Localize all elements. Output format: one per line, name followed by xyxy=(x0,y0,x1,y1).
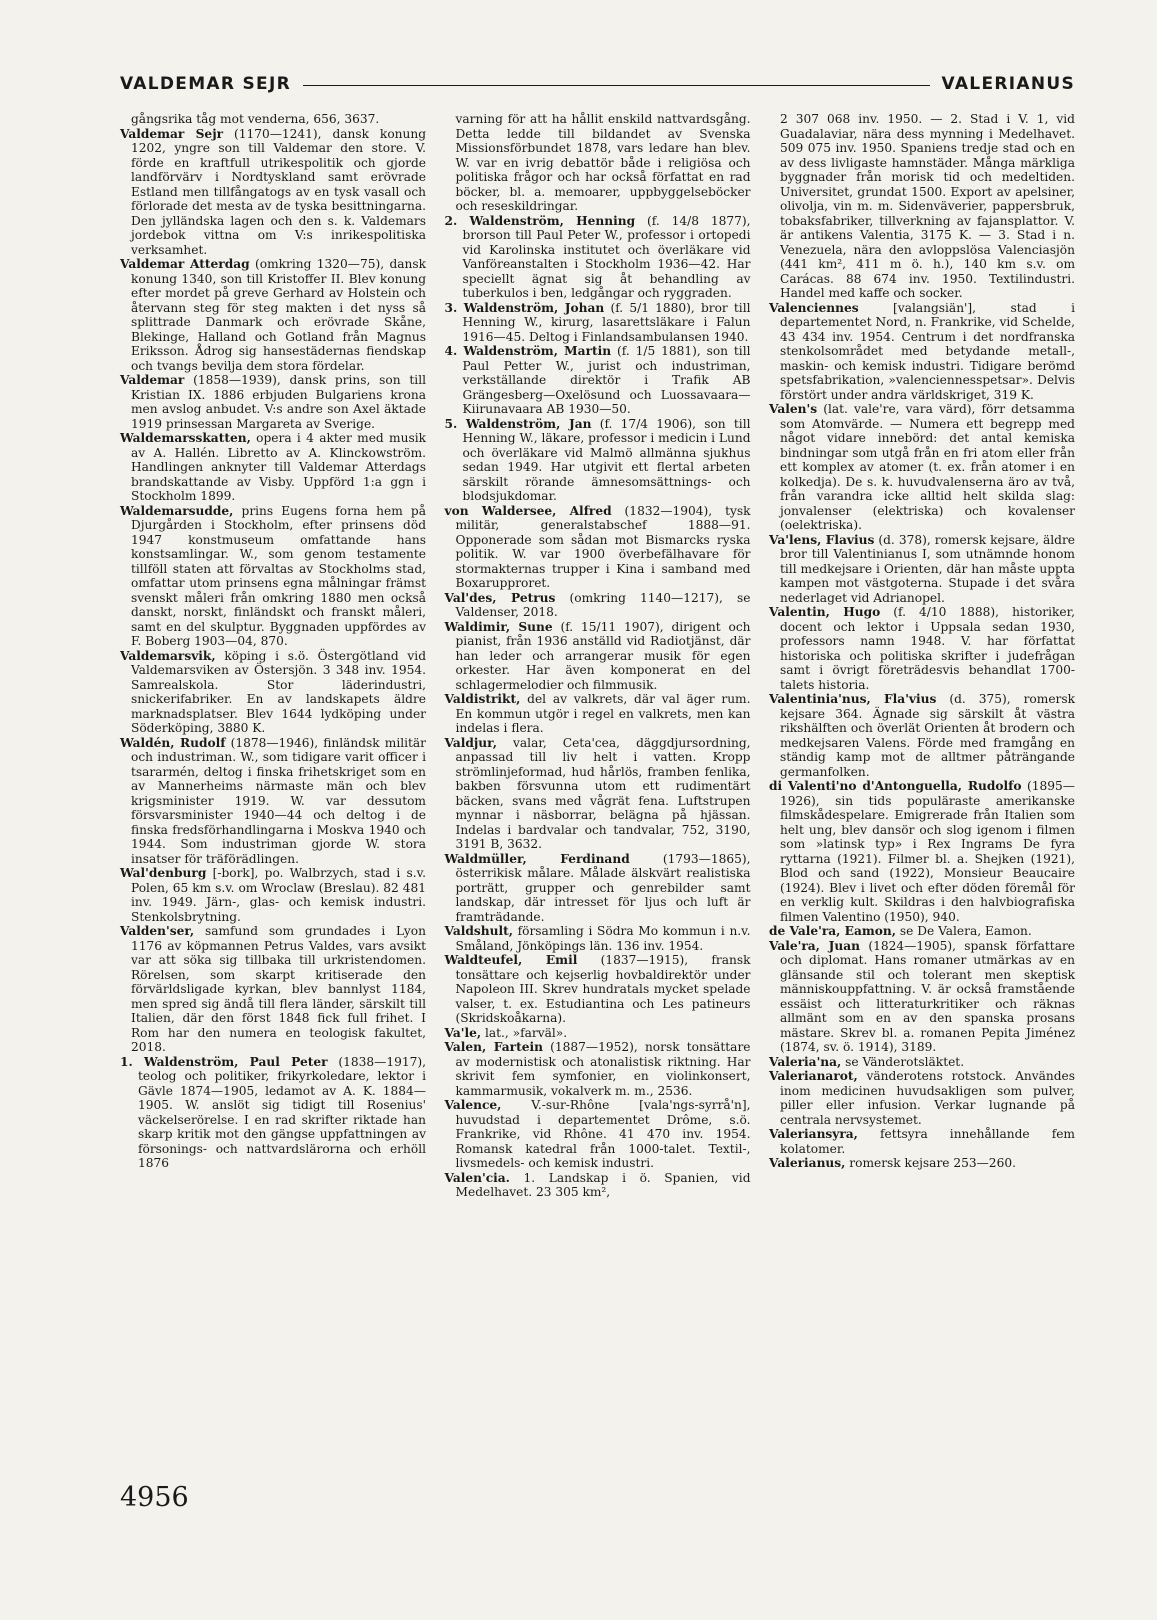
entry-headword: 2. Waldenström, Henning xyxy=(444,213,636,228)
entry-text: romersk kejsare 253—260. xyxy=(845,1156,1016,1170)
entry-headword: 3. Waldenström, Johan xyxy=(444,300,605,315)
entry-headword: Valen's xyxy=(769,402,818,416)
entry-text: fettsyra innehållande fem kolatomer. xyxy=(780,1127,1075,1156)
entry-headword: Va'le, xyxy=(444,1025,482,1040)
column-3 xyxy=(769,112,1075,1200)
entry-headword: Valerianarot, xyxy=(769,1069,858,1083)
entry-text: (f. 17/4 1906), son till Henning W., läkare, professor i medicin i Lund och överläkare vid Malmö allmänna sjukhus sedan 1949. Har utgivit ett flertal arbeten särskilt rörande ämnesomsättnings- och blodsjukdomar. xyxy=(462,416,751,503)
entry-text: församling i Södra Mo kommun i n.v. Småland, Jönköpings län. 136 inv. 1954. xyxy=(455,924,751,953)
entry xyxy=(769,1055,1075,1070)
entry-text: V.-sur-Rhône [vala'ngs-syrrå'n], huvudstad i departementet Drôme, s.ö. Frankrike, vid Rhône. 41 470 inv. 1954. Romansk katedral från 1000-talet. Textil-, livsmedels- och kemisk industri. xyxy=(455,1098,751,1170)
entry-headword: Valen'cia. xyxy=(444,1170,510,1185)
entry-text: (f. 4/10 1888), historiker, docent och lektor i Uppsala sedan 1930, professors namn 1948. V. har författat historiska och politiska skrifter i judefrågan samt i övrigt företrädesvis behandlat 1700-talets historia. xyxy=(780,605,1075,692)
entry xyxy=(769,402,1075,533)
dictionary-columns xyxy=(120,112,1075,1200)
entry-text: [-bork], po. Walbrzych, stad i s.v. Polen, 65 km s.v. om Wroclaw (Breslau). 82 481 inv. 1949. Järn-, glas- och kemisk industri. Stenkolsbrytning. xyxy=(131,866,426,924)
entry-headword: von Waldersee, Alfred xyxy=(444,503,612,518)
entry-headword: Wal'denburg xyxy=(120,866,207,880)
entry-headword: 1. Waldenström, Paul Peter xyxy=(120,1054,328,1069)
header-left: VALDEMAR SEJR xyxy=(120,74,291,94)
entry-headword: Valdshult, xyxy=(444,924,513,938)
entry-text: (omkring 1140—1217), se Valdenser, 2018. xyxy=(455,590,751,619)
entry-text: varning för att ha hållit enskild nattvardsgång. Detta ledde till bildandet av Svenska Missionsförbundet 1878, vars ledare han blev. W. var en ivrig debattör både i religiösa och politiska frågor och har också författat en rad böcker, bl. a. memoarer, uppbyggelseböcker och reseskildringar. xyxy=(455,112,751,213)
entry-headword: Valen, Fartein xyxy=(444,1040,543,1054)
entry xyxy=(445,417,751,504)
entry-headword: Waldteufel, Emil xyxy=(444,953,578,967)
header-rule xyxy=(303,85,930,86)
entry xyxy=(445,692,751,736)
entry-text: 1. Landskap i ö. Spanien, vid Medelhavet. 23 305 km², xyxy=(455,1170,751,1199)
entry xyxy=(769,605,1075,692)
entry xyxy=(769,1069,1075,1127)
entry-text: (1837—1915), fransk tonsättare och kejserlig hovbaldirektör under Napoleon III. Skrev hundratals mycket spelade valser, t. ex. Estudiantina och Les patineurs (Skridskoåkarna). xyxy=(455,953,751,1025)
entry xyxy=(120,127,426,258)
entry-text: (d. 378), romersk kejsare, äldre bror till Valentinianus I, som utnämnde honom till medkejsare i Orienten, där han måste uppta kampen mot västgoterna. Stupade i det svåra nederlaget vid Adrianopel. xyxy=(780,532,1075,605)
entry-headword: Valdemar xyxy=(120,373,185,387)
entry-headword: 4. Waldenström, Martin xyxy=(444,344,612,358)
entry xyxy=(120,373,426,431)
page-number: 4956 xyxy=(120,1482,189,1513)
entry xyxy=(769,1127,1075,1156)
entry xyxy=(445,301,751,345)
entry xyxy=(445,852,751,925)
entry xyxy=(769,301,1075,403)
entry xyxy=(769,1156,1075,1171)
entry-headword: Waldén, Rudolf xyxy=(120,735,226,750)
entry-text: (1895—1926), sin tids populäraste amerikanske filmskådespelare. Emigrerade från Italien som helt ung, blev dansör och slog igenom i filmen som »latinsk typ» i Rex Ingrams De fyra ryttarna (1921). Filmer bl. a. Shejken (1921), Blod och sand (1922), Monsieur Beaucaire (1924). Blev i livet och efter döden föremål för en verklig kult. Skildras i den halvbiografiska filmen Valentino (1950), 940. xyxy=(780,779,1075,924)
entry-headword: Valdemar Sejr xyxy=(120,126,224,141)
entry-headword: Valdemarsvik, xyxy=(120,648,216,663)
entry-text: lat., »farväl». xyxy=(481,1025,568,1040)
entry xyxy=(769,939,1075,1055)
entry xyxy=(445,1026,751,1041)
entry xyxy=(445,1171,751,1200)
entry xyxy=(120,431,426,504)
entry-text: (f. 1/5 1881), son till Paul Petter W., jurist och industriman, verkställande direktör i Trafik AB Grängesberg—Oxelösund och Luossavaara—Kiirunavaara AB 1930—50. xyxy=(462,344,751,416)
entry xyxy=(445,1098,751,1171)
entry xyxy=(445,344,751,417)
entry-text: (1858—1939), dansk prins, son till Kristian IX. 1886 erbjuden Bulgariens krona men avslog anbudet. V:s andre son Axel äktade 1919 prinsessan Margareta av Sverige. xyxy=(131,373,426,431)
entry-headword: Valeria'na, xyxy=(769,1054,842,1069)
entry xyxy=(445,953,751,1026)
entry-text: köping i s.ö. Östergötland vid Valdemarsviken av Östersjön. 3 348 inv. 1954. Samrealskola. Stor läderindustri, snickerifabriker. En av landskapets äldre marknadsplatser. Blev 1644 lydköping under Söderköping, 3880 K. xyxy=(131,648,426,735)
entry xyxy=(445,214,751,301)
entry-text: (lat. vale're, vara värd), förr detsamma som Atomvärde. — Numera ett begrepp med något vidare innebörd: det antal kemiska bindningar som utgå från en fri atom eller från ett komplex av atomer (t. ex. från atomer i en kolkedja). De s. k. huvudvalenserna äro av två, från varandra icke alltid helt skilda slag: jonvalenser (elektriska) och kovalenser (oelektriska). xyxy=(780,402,1075,532)
entry-text: prins Eugens forna hem på Djurgården i Stockholm, efter prinsens död 1947 konstmuseum omfattande hans konstsamlingar. W., som genom testamente tillföll staten att förvaltas av Stockholms stad, omfattar utom prinsens egna målningar främst svenskt måleri från omkring 1880 men också danskt, norskt, finländskt och franskt måleri, samt en del skulptur. Byggnaden uppfördes av F. Boberg 1903—04, 870. xyxy=(131,503,426,648)
entry xyxy=(445,1040,751,1098)
entry-headword: 5. Waldenström, Jan xyxy=(444,416,592,431)
column-1 xyxy=(120,112,426,1200)
entry-text: vänderotens rotstock. Användes inom medicinen huvudsakligen som pulver, piller eller infusion. Verkar lugnande på centrala nervsystemet. xyxy=(780,1069,1075,1127)
column-2 xyxy=(445,112,751,1200)
header-right: VALERIANUS xyxy=(941,74,1075,94)
entry-text: (omkring 1320—75), dansk konung 1340, son till Kristoffer II. Blev konung efter mordet på greve Gerhard av Holstein och återvann steg för steg makten i det nyss så splittrade Danmark och erövrade Skåne, Blekinge, Halland och Gotland från Magnus Eriksson. Ådrog sig hansestädernas fiendskap och tvangs bevilja dem stora fördelar. xyxy=(131,257,426,373)
entry-headword: Waldemarsskatten, xyxy=(120,431,251,445)
entry-text: [valangsiän'], stad i departementet Nord, n. Frankrike, vid Schelde, 43 434 inv. 1954. Centrum i det nordfranska stenkolsområdet med betydande metall-, maskin- och kemisk industri. Tidigare berömd spetsfabrikation, »valenciennesspetsar». Delvis förstört under andra världskriget, 319 K. xyxy=(780,300,1075,402)
entry-headword: di Valenti'no d'Antonguella, Rudolfo xyxy=(769,779,1022,793)
entry-headword: de Vale'ra, Eamon, xyxy=(769,924,896,938)
entry-text: se Vänderotsläktet. xyxy=(841,1054,965,1069)
entry-headword: Valentin, Hugo xyxy=(769,605,881,619)
entry xyxy=(769,924,1075,939)
entry-headword: Valden'ser, xyxy=(120,924,195,938)
entry xyxy=(120,649,426,736)
entry-headword: Valeriansyra, xyxy=(769,1127,858,1141)
running-header xyxy=(120,74,1075,94)
entry-text: se De Valera, Eamon. xyxy=(896,924,1032,938)
entry-text: (1832—1904), tysk militär, generalstabschef 1888—91. Opponerade som sådan mot Bismarcks ryska politik. W. var 1900 överbefälhavare för stormakternas trupper i Kina i samband med Boxarupproret. xyxy=(455,503,751,590)
entry-text: (d. 375), romersk kejsare 364. Ägnade sig särskilt åt västra rikshälften och överlät Orienten åt brodern och medkejsaren Valens. Förde med framgång en ständig kamp mot de alltmer påträngande germanfolken. xyxy=(780,692,1075,779)
entry xyxy=(769,533,1075,606)
entry-text: opera i 4 akter med musik av A. Hallén. Libretto av A. Klinckowström. Handlingen anknyter till Valdemar Atterdags brandskattande av Visby. Uppförd 1:a ggn i Stockholm 1899. xyxy=(131,431,426,503)
entry xyxy=(445,736,751,852)
entry xyxy=(445,924,751,953)
entry-headword: Valdistrikt, xyxy=(444,692,521,706)
entry-headword: Val'des, Petrus xyxy=(444,590,556,605)
entry xyxy=(445,504,751,591)
entry xyxy=(120,1055,426,1171)
entry-headword: Va'lens, Flavius xyxy=(769,532,875,547)
entry-headword: Waldimir, Sune xyxy=(444,619,553,634)
entry-text: (1170—1241), dansk konung 1202, yngre son till Valdemar den store. V. förde en kraftfull utrikespolitik och gjorde landförvärv i Nordtyskland samt erövrade Estland men tillfångatogs av en tysk vasall och förlorade det mesta av de tyska besittningarna. Den jylländska lagen och den s. k. Valdemars jordebok vittna om V:s inrikespolitiska verksamhet. xyxy=(131,126,427,257)
entry-headword: Valdemar Atterdag xyxy=(120,257,250,271)
entry-headword: Valentinia'nus, Fla'vius xyxy=(769,692,937,706)
entry-text: (1824—1905), spansk författare och diplomat. Hans romaner utmärkas av en glänsande stil och tolerant men skeptisk människouppfattning. V. är också framstående essäist och litteraturkritiker och räknas allmänt som en av den spanska prosans mästare. Skrev bl. a. romanen Pepita Jiménez (1874, sv. ö. 1914), 3189. xyxy=(780,938,1075,1054)
entry-text: samfund som grundades i Lyon 1176 av köpmannen Petrus Valdes, vars avsikt var att söka sig tillbaka till urkristendomen. Rörelsen, som skarpt kritiserade den förvärldsligade kyrkan, blev bannlyst 1184, men spred sig ändå till flera länder, särskilt till Italien, där den först 1848 fick full frihet. I Rom har den numera en teologisk fakultet, 2018. xyxy=(131,924,426,1054)
entry xyxy=(120,504,426,649)
entry-headword: Valdjur, xyxy=(444,735,497,750)
entry-text: del av valkrets, där val äger rum. En kommun utgör i regel en valkrets, men kan indelas i flera. xyxy=(455,692,751,735)
entry-headword: Waldmüller, Ferdinand xyxy=(444,851,630,866)
entry xyxy=(445,620,751,693)
entry xyxy=(445,112,751,214)
entry xyxy=(769,692,1075,779)
entry-headword: Vale'ra, Juan xyxy=(769,938,861,953)
entry-text: valar, Ceta'cea, däggdjursordning, anpassad till liv helt i vatten. Kropp strömlinjeformad, hud hårlös, framben fenlika, bakben försvunna utom ett rudimentärt bäcken, svans med vågrät fena. Luftstrupen mynnar i näsborrar, belägna på hjässan. Indelas i bardvalar och tandvalar, 752, 3190, 3191 B, 3632. xyxy=(455,735,751,851)
entry xyxy=(120,257,426,373)
entry-text: gångsrika tåg mot venderna, 656, 3637. xyxy=(131,112,380,126)
entry xyxy=(120,112,426,127)
entry-text: 2 307 068 inv. 1950. — 2. Stad i V. 1, vid Guadalaviar, nära dess mynning i Medelhavet. 509 075 inv. 1950. Spaniens tredje stad och en av dess livligaste hamnstäder. Många märkliga byggnader från morisk tid och medeltiden. Universitet, grundat 1500. Export av apelsiner, olivolja, vin m. m. Sidenväverier, pappersbruk, tobaksfabriker, tillverkning av fajansplattor. V. är antikens Valentia, 3175 K. — 3. Stad i n. Venezuela, nära den avloppslösa Valenciasjön (441 km², 411 m ö. h.), 140 km s.v. om Carácas. 88 674 inv. 1950. Textilindustri. Handel med kaffe och socker. xyxy=(780,112,1075,300)
entry-text: (f. 14/8 1877), brorson till Paul Peter W., professor i ortopedi vid Karolinska institutet och överläkare vid Vanföreanstalten i Stockholm 1936—42. Har speciellt ägnat sig åt behandling av tuberkulos i ben, ledgångar och ryggraden. xyxy=(462,213,751,300)
entry xyxy=(769,779,1075,924)
entry-text: (1878—1946), finländsk militär och industriman. W., som tidigare varit officer i tsararmén, deltog i finska frihetskriget som en av Mannerheims närmaste män och blev krigsminister 1919. W. var dessutom försvarsminister 1940—44 och deltog i de finska fredsförhandlingarna i Moskva 1940 och 1944. Som industriman gjorde W. stora insatser för träförädlingen. xyxy=(131,735,426,866)
entry xyxy=(120,736,426,867)
entry xyxy=(445,591,751,620)
entry-text: (1793—1865), österrikisk målare. Målade älskvärt realistiska porträtt, grupper och genrebilder samt landskap, där intresset för ljus och luft är framträdande. xyxy=(455,851,751,924)
entry xyxy=(120,924,426,1055)
entry-headword: Valenciennes xyxy=(769,300,859,315)
entry-text: (f. 15/11 1907), dirigent och pianist, från 1936 anställd vid Radiotjänst, där han leder och arrangerar musik för egen orkester. Har även komponerat en del schlagermelodier och filmmusik. xyxy=(455,619,751,692)
entry-headword: Valence, xyxy=(444,1098,502,1112)
entry xyxy=(120,866,426,924)
entry-headword: Valerianus, xyxy=(769,1156,846,1170)
entry-text: (1887—1952), norsk tonsättare av modernistisk och atonalistisk riktning. Har skrivit fem symfonier, en violinkonsert, kammarmusik, vokalverk m. m., 2536. xyxy=(455,1040,751,1098)
entry-text: (1838—1917), teolog och politiker, frikyrkoledare, lektor i Gävle 1874—1905, ledamot av A. K. 1884—1905. W. anslöt sig tidigt till Rosenius' väckelserörelse. I en rad skrifter riktade han skarp kritik mot den gängse uppfattningen av försonings- och nattvardslärorna och erhöll 1876 xyxy=(138,1054,427,1170)
entry-headword: Waldemarsudde, xyxy=(120,503,234,518)
entry xyxy=(769,112,1075,301)
entry-text: (f. 5/1 1880), bror till Henning W., kirurg, lasarettsläkare i Falun 1916—45. Deltog i Finlandsambulansen 1940. xyxy=(462,300,751,344)
